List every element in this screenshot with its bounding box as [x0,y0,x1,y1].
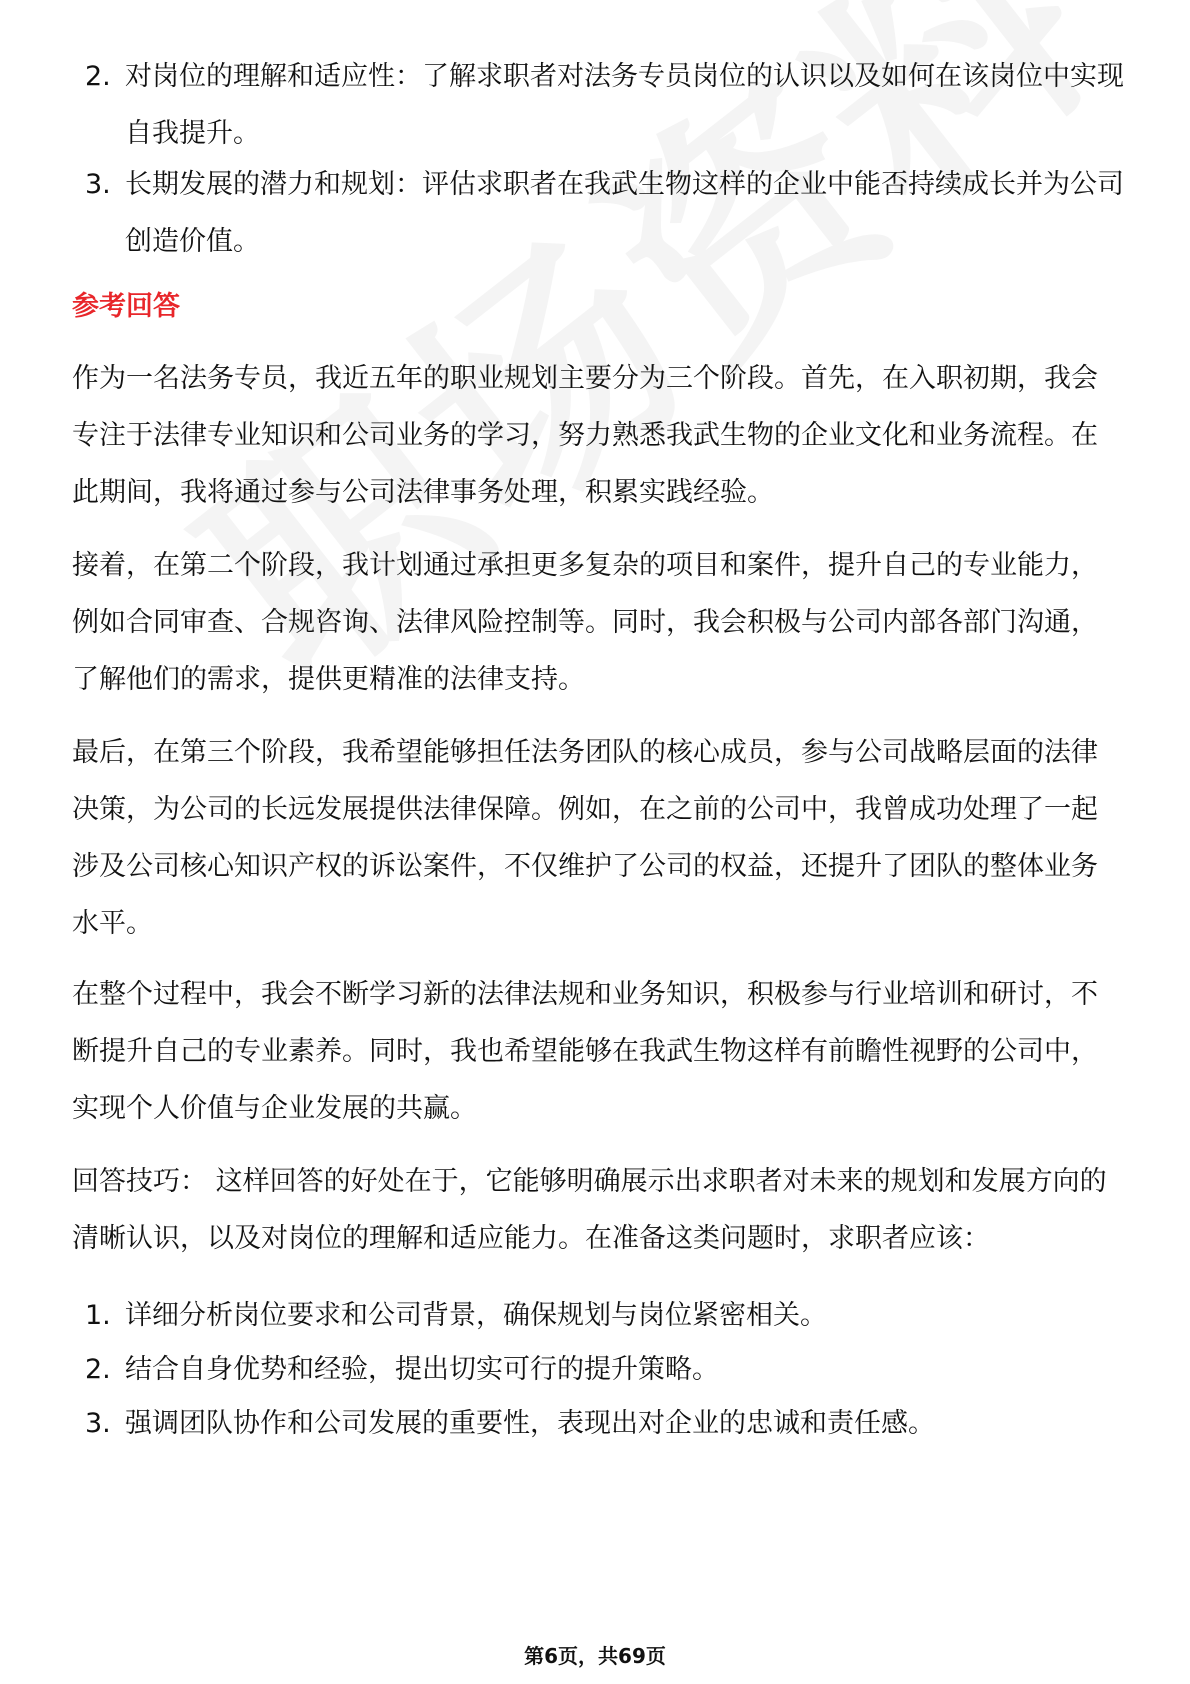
list-item [85,1287,1125,1344]
list-text: 对岗位的理解和适应性：了解求职者对法务专员岗位的认识以及如何在该岗位中实现自我提升。 [125,61,1124,149]
page-footer: 第6页，共69页 [524,1644,666,1668]
list-item [85,1395,1125,1452]
paragraph: 作为一名法务专员，我近五年的职业规划主要分为三个阶段。首先，在入职初期，我会专注于法律专业知识和公司业务的学习，努力熟悉我武生物的企业文化和业务流程。在此期间，我将通过参与公司法律事务处理，积累实践经验。 [72,363,1098,508]
list-item [85,1341,1125,1398]
paragraph: 最后，在第三个阶段，我希望能够担任法务团队的核心成员，参与公司战略层面的法律决策，为公司的长远发展提供法律保障。例如，在之前的公司中，我曾成功处理了一起涉及公司核心知识产权的诉讼案件，不仅维护了公司的权益，还提升了团队的整体业务水平。 [72,737,1098,939]
list-text: 详细分析岗位要求和公司背景，确保规划与岗位紧密相关。 [125,1300,827,1331]
paragraph: 回答技巧： 这样回答的好处在于，它能够明确展示出求职者对未来的规划和发展方向的清晰认识，以及对岗位的理解和适应能力。在准备这类问题时，求职者应该： [72,1166,1107,1254]
paragraph: 在整个过程中，我会不断学习新的法律法规和业务知识，积极参与行业培训和研讨，不断提升自己的专业素养。同时，我也希望能够在我武生物这样有前瞻性视野的公司中，实现个人价值与企业发展的共赢。 [72,979,1098,1124]
list-text: 结合自身优势和经验，提出切实可行的提升策略。 [125,1354,719,1385]
list-number: 3. [85,169,111,200]
list-number: 2. [85,61,111,92]
list-text: 强调团队协作和公司发展的重要性，表现出对企业的忠诚和责任感。 [125,1408,935,1439]
list-item [85,156,1125,270]
list-text: 长期发展的潜力和规划：评估求职者在我武生物这样的企业中能否持续成长并为公司创造价值。 [125,169,1124,257]
list-number: 1. [85,1300,111,1331]
list-item [85,48,1125,162]
paragraph: 接着，在第二个阶段，我计划通过承担更多复杂的项目和案件，提升自己的专业能力，例如合同审查、合规咨询、法律风险控制等。同时，我会积极与公司内部各部门沟通，了解他们的需求，提供更精准的法律支持。 [72,550,1098,695]
list-number: 2. [85,1354,111,1385]
section-heading: 参考回答 [72,291,180,322]
list-number: 3. [85,1408,111,1439]
